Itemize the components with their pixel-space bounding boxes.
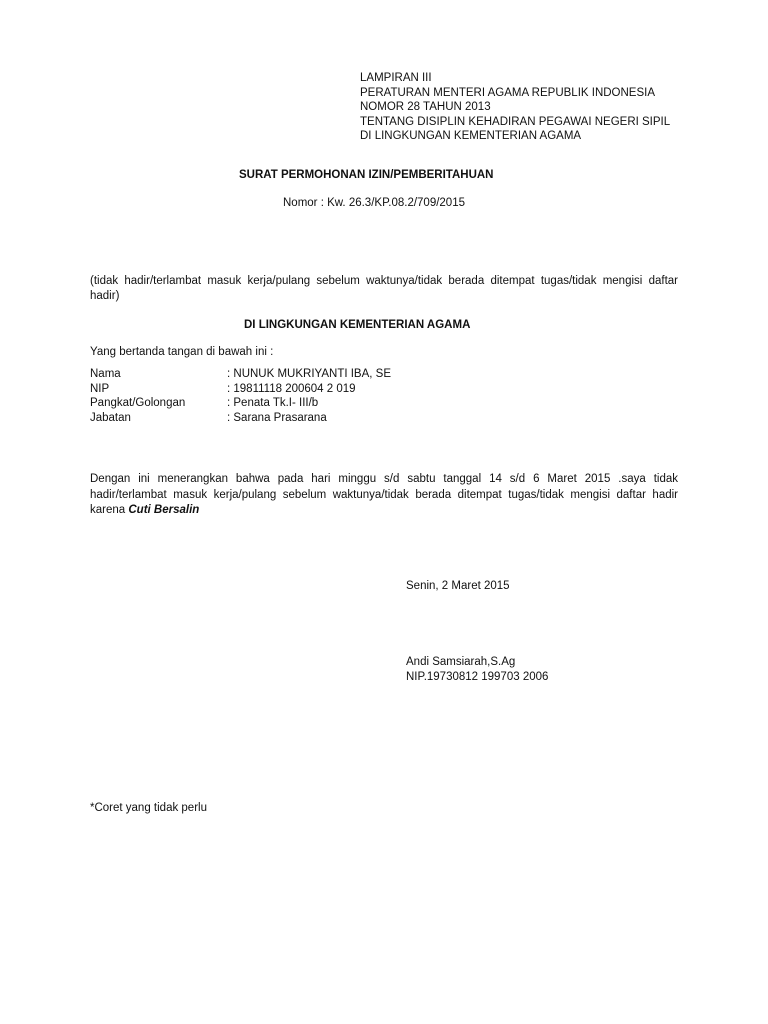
header-line: DI LINGKUNGAN KEMENTERIAN AGAMA <box>360 130 582 142</box>
signer-name: Andi Samsiarah,S.Ag <box>406 656 516 668</box>
identity-label: Nama <box>90 368 121 380</box>
leave-reason: Cuti Bersalin <box>128 504 200 516</box>
header-line: NOMOR 28 TAHUN 2013 <box>360 101 491 113</box>
identity-label: NIP <box>90 382 110 395</box>
header-block <box>360 71 670 144</box>
header-line: PERATURAN MENTERI AGAMA REPUBLIK INDONESIA <box>360 86 656 99</box>
header-line: LAMPIRAN III <box>360 72 432 84</box>
statement-paragraph <box>90 472 678 519</box>
signer-nip: NIP.19730812 199703 2006 <box>406 670 549 683</box>
identity-label: Jabatan <box>90 411 131 424</box>
identity-row <box>90 396 391 411</box>
identity-row <box>90 411 391 426</box>
footnote: *Coret yang tidak perlu <box>90 802 207 814</box>
absence-type-note: (tidak hadir/terlambat masuk kerja/pulang sebelum waktunya/tidak berada ditempat tugas/tidak mengisi daftar hadir) <box>90 275 678 302</box>
identity-row <box>90 367 391 382</box>
identity-value: : Penata Tk.I- III/b <box>227 397 319 409</box>
identity-label: Pangkat/Golongan <box>90 397 186 409</box>
signature-date: Senin, 2 Maret 2015 <box>406 580 510 592</box>
statement-text: Dengan ini menerangkan bahwa pada hari minggu s/d sabtu tanggal 14 s/d 6 Maret 2015 .saya tidak hadir/terlambat masuk kerja/pulang sebelum waktunya/tidak berada ditempat tugas/tidak mengisi daftar hadir karena <box>90 473 678 516</box>
document-number: Nomor : Kw. 26.3/KP.08.2/709/2015 <box>283 197 465 209</box>
identity-value: : Sarana Prasarana <box>227 411 327 424</box>
header-line: TENTANG DISIPLIN KEHADIRAN PEGAWAI NEGERI SIPIL <box>360 115 671 128</box>
identity-table <box>90 367 391 425</box>
identity-value: : 19811118 200604 2 019 <box>227 382 356 395</box>
identity-row <box>90 382 391 397</box>
signer-block <box>406 655 548 684</box>
office-heading: DI LINGKUNGAN KEMENTERIAN AGAMA <box>244 319 471 331</box>
document-title: SURAT PERMOHONAN IZIN/PEMBERITAHUAN <box>239 169 494 181</box>
identity-value: : NUNUK MUKRIYANTI IBA, SE <box>227 368 392 380</box>
intro-text: Yang bertanda tangan di bawah ini : <box>90 346 274 358</box>
